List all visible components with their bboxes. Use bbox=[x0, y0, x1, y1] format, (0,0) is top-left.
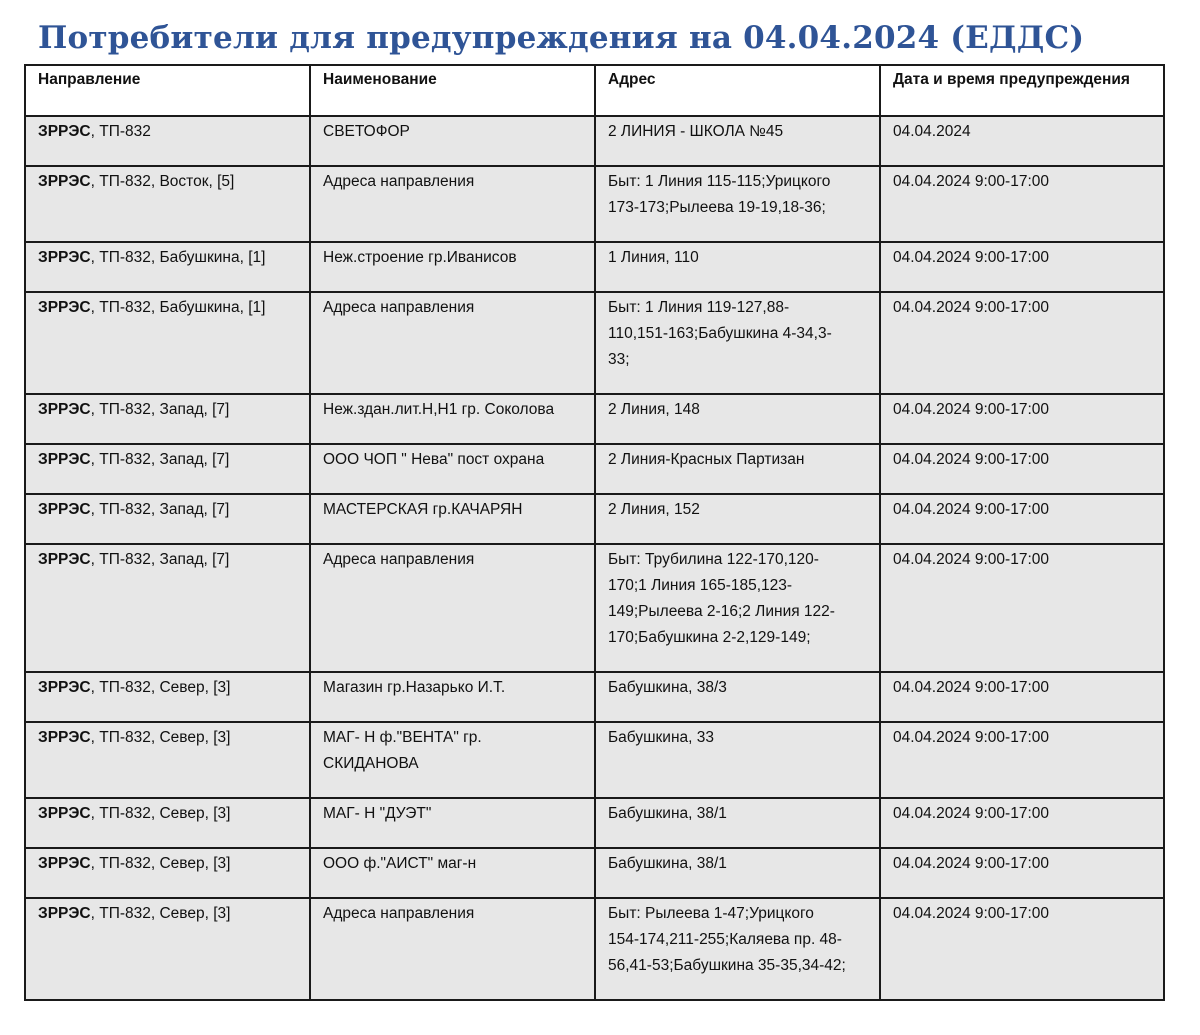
cell-direction bbox=[25, 798, 310, 848]
address-line: 110,151-163;Бабушкина 4-34,3- bbox=[608, 325, 832, 342]
direction-detail: , ТП-832, Север, [3] bbox=[90, 905, 231, 922]
direction-detail: , ТП-832, Бабушкина, [1] bbox=[90, 249, 266, 266]
table-header-row bbox=[25, 65, 1164, 116]
address-line: 33; bbox=[608, 351, 630, 368]
address-line: 2 Линия, 152 bbox=[608, 501, 700, 518]
cell-address bbox=[595, 672, 880, 722]
cell-datetime: 04.04.2024 9:00-17:00 bbox=[880, 166, 1164, 242]
cell-name bbox=[310, 672, 595, 722]
address-line: 2 Линия-Красных Партизан bbox=[608, 451, 805, 468]
division-name: ЗРРЭС bbox=[38, 451, 91, 468]
address-line: Бабушкина, 38/1 bbox=[608, 855, 727, 872]
division-name: ЗРРЭС bbox=[38, 679, 91, 696]
address-line: 154-174,211-255;Каляева пр. 48- bbox=[608, 931, 842, 948]
direction-detail: , ТП-832, Восток, [5] bbox=[90, 173, 235, 190]
division-name: ЗРРЭС bbox=[38, 299, 91, 316]
address-line: Быт: 1 Линия 119-127,88- bbox=[608, 299, 790, 316]
cell-name bbox=[310, 242, 595, 292]
table-row bbox=[25, 292, 1164, 394]
cell-direction bbox=[25, 292, 310, 394]
table-row bbox=[25, 798, 1164, 848]
cell-name bbox=[310, 292, 595, 394]
cell-name bbox=[310, 848, 595, 898]
address-line: 56,41-53;Бабушкина 35-35,34-42; bbox=[608, 957, 846, 974]
division-name: ЗРРЭС bbox=[38, 905, 91, 922]
cell-datetime: 04.04.2024 9:00-17:00 bbox=[880, 672, 1164, 722]
header-datetime: Дата и время предупреждения bbox=[880, 65, 1164, 116]
cell-datetime: 04.04.2024 9:00-17:00 bbox=[880, 494, 1164, 544]
cell-datetime: 04.04.2024 9:00-17:00 bbox=[880, 394, 1164, 444]
address-line: Быт: Трубилина 122-170,120- bbox=[608, 551, 819, 568]
cell-name bbox=[310, 722, 595, 798]
address-line: Быт: 1 Линия 115-115;Урицкого bbox=[608, 173, 831, 190]
direction-detail: , ТП-832, Север, [3] bbox=[90, 679, 231, 696]
cell-direction bbox=[25, 898, 310, 1000]
division-name: ЗРРЭС bbox=[38, 855, 91, 872]
cell-datetime: 04.04.2024 bbox=[880, 116, 1164, 166]
division-name: ЗРРЭС bbox=[38, 249, 91, 266]
header-direction: Направление bbox=[25, 65, 310, 116]
cell-address bbox=[595, 848, 880, 898]
cell-name bbox=[310, 494, 595, 544]
name-line: МАГ- Н ф."ВЕНТА" гр. bbox=[323, 729, 482, 746]
cell-direction bbox=[25, 444, 310, 494]
cell-name bbox=[310, 116, 595, 166]
cell-datetime: 04.04.2024 9:00-17:00 bbox=[880, 292, 1164, 394]
cell-name bbox=[310, 898, 595, 1000]
cell-datetime: 04.04.2024 9:00-17:00 bbox=[880, 444, 1164, 494]
name-line: СВЕТОФОР bbox=[323, 123, 410, 140]
direction-detail: , ТП-832, Север, [3] bbox=[90, 855, 231, 872]
name-line: СКИДАНОВА bbox=[323, 755, 419, 772]
cell-direction bbox=[25, 166, 310, 242]
address-line: 173-173;Рылеева 19-19,18-36; bbox=[608, 199, 826, 216]
name-line: Неж.строение гр.Иванисов bbox=[323, 249, 517, 266]
address-line: 149;Рылеева 2-16;2 Линия 122- bbox=[608, 603, 835, 620]
cell-address bbox=[595, 292, 880, 394]
division-name: ЗРРЭС bbox=[38, 805, 91, 822]
name-line: Неж.здан.лит.Н,Н1 гр. Соколова bbox=[323, 401, 555, 418]
cell-direction bbox=[25, 242, 310, 292]
cell-address bbox=[595, 544, 880, 672]
division-name: ЗРРЭС bbox=[38, 551, 91, 568]
division-name: ЗРРЭС bbox=[38, 123, 91, 140]
division-name: ЗРРЭС bbox=[38, 501, 91, 518]
address-line: Бабушкина, 38/3 bbox=[608, 679, 727, 696]
cell-direction bbox=[25, 672, 310, 722]
cell-name bbox=[310, 544, 595, 672]
address-line: Быт: Рылеева 1-47;Урицкого bbox=[608, 905, 814, 922]
table-row bbox=[25, 394, 1164, 444]
table-row bbox=[25, 848, 1164, 898]
name-line: Адреса направления bbox=[323, 905, 475, 922]
cell-direction bbox=[25, 394, 310, 444]
address-line: 170;Бабушкина 2-2,129-149; bbox=[608, 629, 811, 646]
address-line: 2 Линия, 148 bbox=[608, 401, 700, 418]
division-name: ЗРРЭС bbox=[38, 173, 91, 190]
name-line: МАГ- Н "ДУЭТ" bbox=[323, 805, 432, 822]
name-line: МАСТЕРСКАЯ гр.КАЧАРЯН bbox=[323, 501, 523, 518]
direction-detail: , ТП-832, Запад, [7] bbox=[90, 451, 230, 468]
cell-direction bbox=[25, 494, 310, 544]
cell-direction bbox=[25, 544, 310, 672]
address-line: Бабушкина, 38/1 bbox=[608, 805, 727, 822]
header-address: Адрес bbox=[595, 65, 880, 116]
direction-detail: , ТП-832, Бабушкина, [1] bbox=[90, 299, 266, 316]
cell-datetime: 04.04.2024 9:00-17:00 bbox=[880, 722, 1164, 798]
table-row bbox=[25, 672, 1164, 722]
cell-name bbox=[310, 394, 595, 444]
cell-address bbox=[595, 166, 880, 242]
address-line: Бабушкина, 33 bbox=[608, 729, 714, 746]
address-line: 2 ЛИНИЯ - ШКОЛА №45 bbox=[608, 123, 784, 140]
consumers-table bbox=[24, 64, 1165, 1001]
cell-address bbox=[595, 722, 880, 798]
cell-direction bbox=[25, 722, 310, 798]
direction-detail: , ТП-832, Запад, [7] bbox=[90, 551, 230, 568]
division-name: ЗРРЭС bbox=[38, 729, 91, 746]
cell-direction bbox=[25, 848, 310, 898]
cell-datetime: 04.04.2024 9:00-17:00 bbox=[880, 848, 1164, 898]
cell-address bbox=[595, 898, 880, 1000]
direction-detail: , ТП-832 bbox=[90, 123, 151, 140]
table-row bbox=[25, 116, 1164, 166]
direction-detail: , ТП-832, Север, [3] bbox=[90, 805, 231, 822]
table-row bbox=[25, 544, 1164, 672]
cell-datetime: 04.04.2024 9:00-17:00 bbox=[880, 798, 1164, 848]
cell-datetime: 04.04.2024 9:00-17:00 bbox=[880, 242, 1164, 292]
name-line: Адреса направления bbox=[323, 173, 475, 190]
table-row bbox=[25, 444, 1164, 494]
cell-datetime: 04.04.2024 9:00-17:00 bbox=[880, 544, 1164, 672]
table-row bbox=[25, 722, 1164, 798]
cell-name bbox=[310, 444, 595, 494]
address-line: 170;1 Линия 165-185,123- bbox=[608, 577, 793, 594]
page-title: Потребители для предупреждения на 04.04.2024 (ЕДДС) bbox=[38, 20, 1085, 56]
table-row bbox=[25, 898, 1164, 1000]
direction-detail: , ТП-832, Запад, [7] bbox=[90, 501, 230, 518]
cell-address bbox=[595, 116, 880, 166]
header-name: Наименование bbox=[310, 65, 595, 116]
table-row bbox=[25, 494, 1164, 544]
cell-name bbox=[310, 798, 595, 848]
cell-address bbox=[595, 798, 880, 848]
name-line: Магазин гр.Назарько И.Т. bbox=[323, 679, 506, 696]
name-line: Адреса направления bbox=[323, 551, 475, 568]
cell-address bbox=[595, 494, 880, 544]
table-row bbox=[25, 166, 1164, 242]
direction-detail: , ТП-832, Север, [3] bbox=[90, 729, 231, 746]
address-line: 1 Линия, 110 bbox=[608, 249, 699, 266]
name-line: Адреса направления bbox=[323, 299, 475, 316]
name-line: ООО ф."АИСТ" маг-н bbox=[323, 855, 477, 872]
name-line: ООО ЧОП " Нева" пост охрана bbox=[323, 451, 545, 468]
cell-name bbox=[310, 166, 595, 242]
table-row bbox=[25, 242, 1164, 292]
cell-datetime: 04.04.2024 9:00-17:00 bbox=[880, 898, 1164, 1000]
division-name: ЗРРЭС bbox=[38, 401, 91, 418]
cell-address bbox=[595, 242, 880, 292]
cell-address bbox=[595, 394, 880, 444]
cell-direction bbox=[25, 116, 310, 166]
cell-address bbox=[595, 444, 880, 494]
direction-detail: , ТП-832, Запад, [7] bbox=[90, 401, 230, 418]
